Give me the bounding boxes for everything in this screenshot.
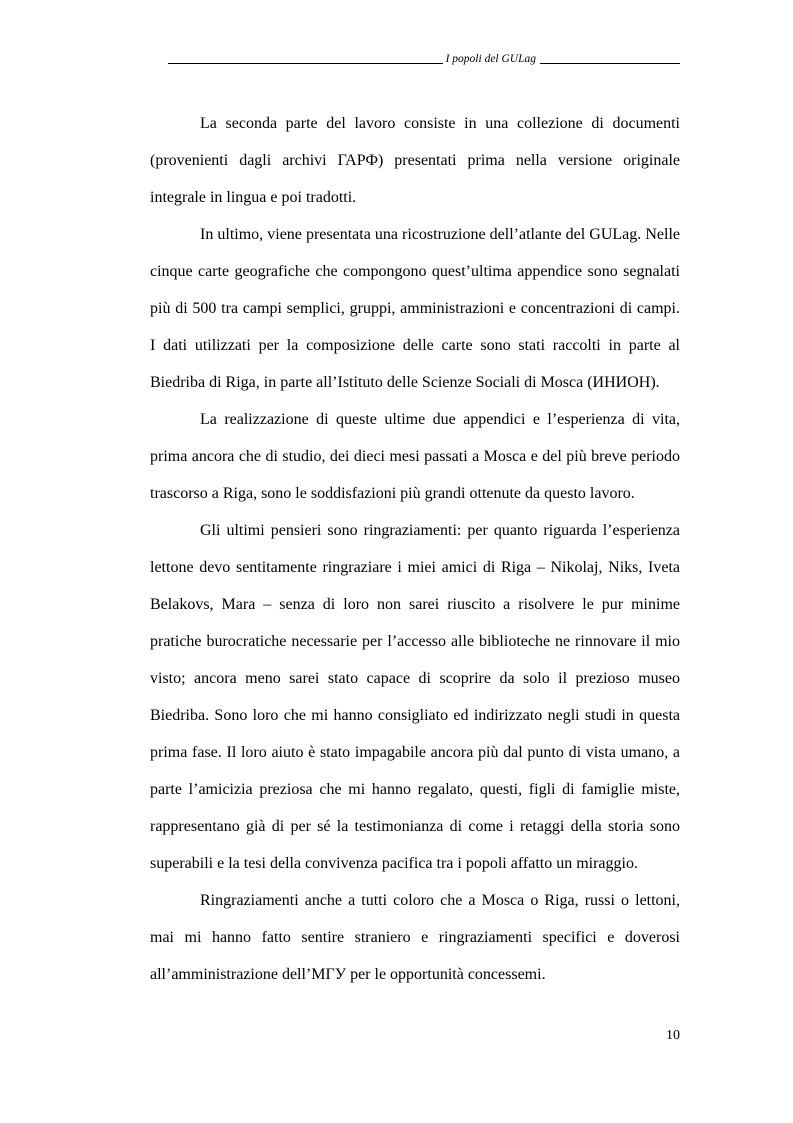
paragraph-5: Ringraziamenti anche a tutti coloro che a Mosca o Riga, russi o lettoni, mai mi hanno fatto sentire straniero e ringraziamenti specifici e doverosi all’amministrazione dell’МГУ per le opportunità concessemi. (150, 892, 680, 983)
running-title: I popoli del GULag (445, 53, 536, 65)
paragraph-3: La realizzazione di queste ultime due appendici e l’esperienza di vita, prima ancora che di studio, dei dieci mesi passati a Mosca e del più breve periodo trascorso a Riga, sono le soddisfazioni più grandi ottenute da questo lavoro. (150, 411, 680, 502)
page-number: 10 (666, 1028, 680, 1043)
paragraph-4: Gli ultimi pensieri sono ringraziamenti: per quanto riguarda l’esperienza lettone devo sentitamente ringraziare i miei amici di Riga – Nikolaj, Niks, Iveta Belakovs, Mara – senza di loro non sarei riuscito a risolvere le pur minime pratiche burocratiche necessarie per l’accesso alle biblioteche ne rinnovare il mio visto; ancora meno sarei stato capace di scoprire da solo il prezioso museo Biedriba. Sono loro che mi hanno consigliato ed indirizzato negli studi in questa prima fase. Il loro aiuto è stato impagabile ancora più dal punto di vista umano, a parte l’amicizia preziosa che mi hanno regalato, questi, figli di famiglie miste, rappresentano già di per sé la testimonianza di come i retaggi della storia sono superabili e la tesi della convivenza pacifica tra i popoli affatto un miraggio. (150, 522, 680, 872)
paragraph-2: In ultimo, viene presentata una ricostruzione dell’atlante del GULag. Nelle cinque carte geografiche che compongono quest’ultima appendice sono segnalati più di 500 tra campi semplici, gruppi, amministrazioni e concentrazioni di campi. I dati utilizzati per la composizione delle carte sono stati raccolti in parte al Biedriba di Riga, in parte all’Istituto delle Scienze Sociali di Mosca (ИНИОН). (150, 226, 680, 391)
body-text (150, 105, 680, 993)
running-header (168, 50, 680, 66)
paragraph-1: La seconda parte del lavoro consiste in una collezione di documenti (provenienti dagli archivi ГАРФ) presentati prima nella versione originale integrale in lingua e poi tradotti. (150, 115, 680, 206)
header-rule-right (540, 63, 680, 64)
header-rule-left (168, 63, 443, 64)
